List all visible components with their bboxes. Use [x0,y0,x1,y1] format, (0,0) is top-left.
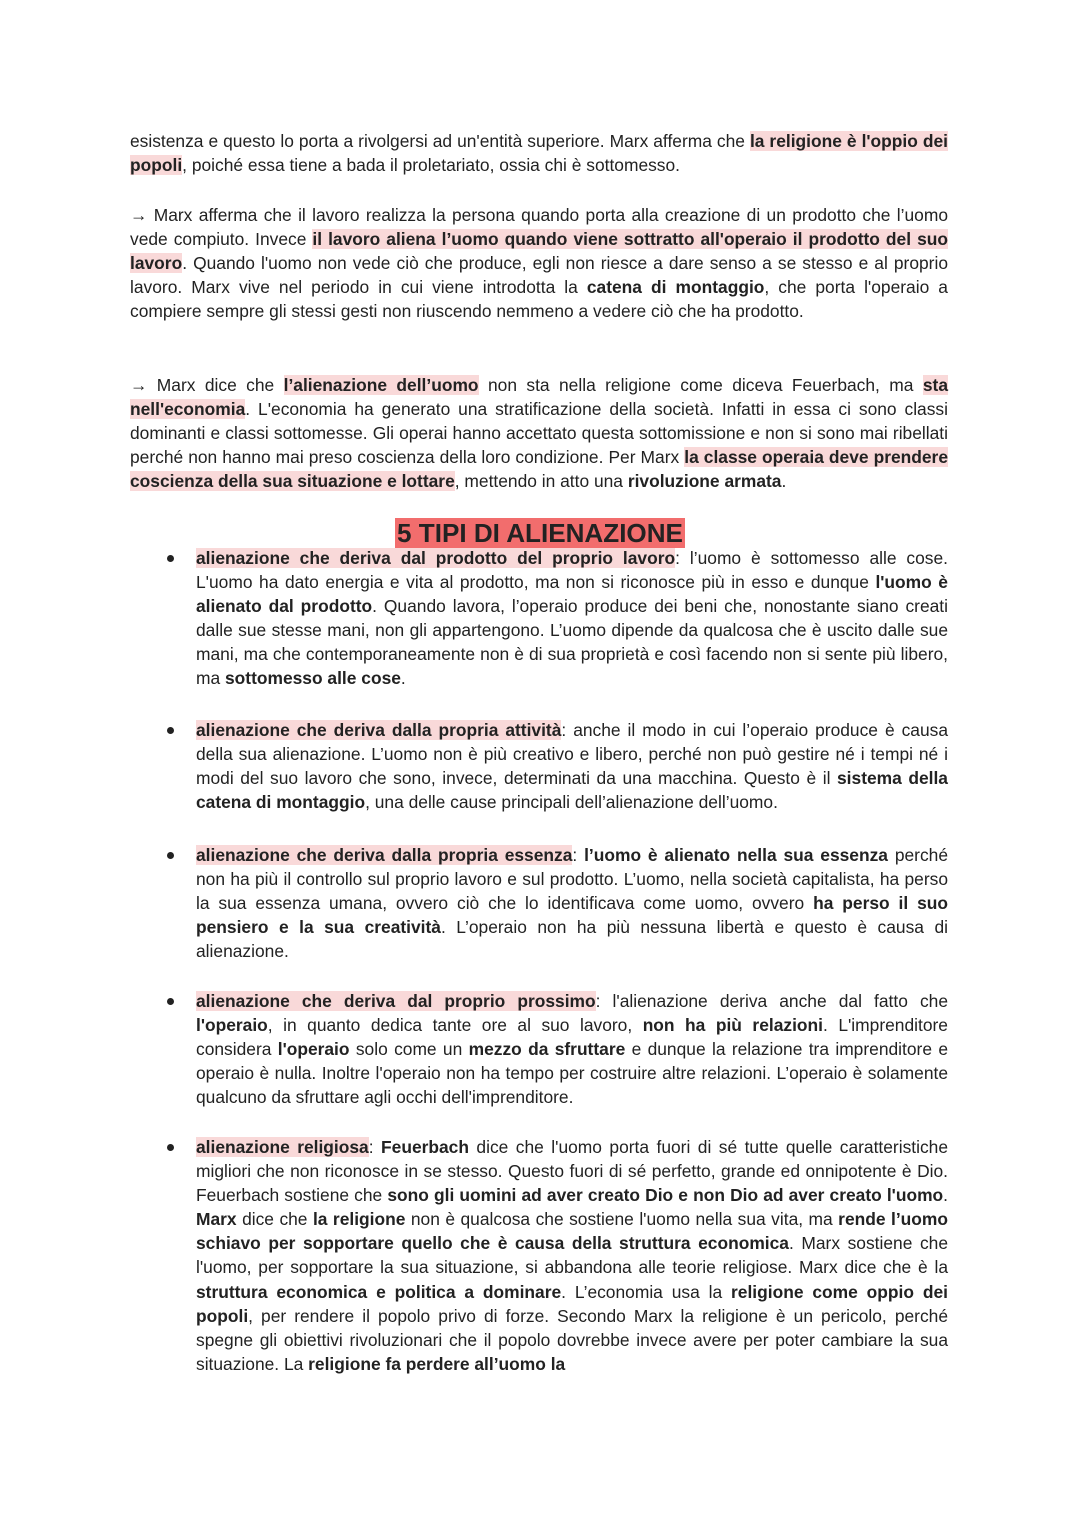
highlighted-text: la classe operaia deve prendere coscienza della sua situazione e lottare [130,447,948,492]
bold-text: sottomesso alle cose [225,668,401,689]
list-item-essenza [196,843,948,963]
bold-text: la religione [312,1209,406,1230]
text-run: : [572,845,585,865]
text-run: . [781,471,787,492]
alienation-types-list [196,1135,948,1376]
bold-text: catena di montaggio [586,277,765,298]
highlighted-text: sta nell'economia [130,375,948,420]
section-title-text: 5 TIPI DI ALIENAZIONE [397,518,683,548]
bold-text: mezzo da sfruttare [468,1039,626,1060]
text-run: , per rendere il popolo privo di forze. Secondo Marx la religione è un pericolo, perché spegne gli obiettivi rivoluzionari che il popolo dovrebbe invece avere per poter cambiare la sua situazione. La [196,1305,948,1374]
text-run: dice che l'uomo porta fuori di sé tutte quelle caratteristiche migliori che non riconosce in se stesso. Questo fuori di sé perfetto, grande ed onnipotente è Dio. Feuerbach sostiene che [196,1137,949,1206]
intro-paragraph [130,129,948,177]
bold-text: l'operaio [277,1039,350,1060]
text-run: . [943,1185,948,1206]
text-run: solo come un [349,1039,469,1060]
alienation-types-list [196,546,948,691]
bold-text: ha perso il suo pensiero e la sua creatività [196,893,948,938]
bold-text: l’uomo è alienato nella sua essenza [584,845,888,865]
list-item-attivita [196,718,948,814]
alienation-types-list [196,989,948,1109]
alienation-types-list [196,718,948,814]
highlighted-text: alienazione che deriva dalla propria attività [196,720,562,740]
list-item-religiosa [196,1135,948,1376]
bold-text: Marx [196,1209,237,1230]
text-run: : l'alienazione deriva anche dal fatto che [595,991,948,1011]
text-run: , poiché essa tiene a bada il proletariato, ossia chi è sottomesso. [182,155,681,176]
list-item-prodotto [196,546,948,691]
bold-text: rende l’uomo schiavo per sopportare quello che è causa della struttura economica [196,1209,948,1254]
text-run: . L'economia ha generato una stratificazione della società. Infatti in essa ci sono classi dominanti e classi sottomesse. Gli operai hanno accettato questa sottomissione e non si sono mai ribellati perché non hanno mai preso coscienza della loro condizione. Per Marx [130,399,948,468]
text-run: → Marx afferma che il lavoro realizza la persona quando porta alla creazione di un prodotto che l’uomo vede compiuto. Invece [130,205,948,250]
bold-text: sistema della catena di montaggio [196,768,948,813]
text-run: , mettendo in atto una [454,471,628,492]
bold-text: struttura economica e politica a dominare [196,1281,562,1302]
bold-text: l'uomo è alienato dal prodotto [196,572,948,617]
highlighted-text: alienazione che deriva dal prodotto del proprio lavoro [196,548,676,568]
highlighted-text: il lavoro aliena l’uomo quando viene sottratto all'operaio il prodotto del suo lavoro [130,229,948,274]
text-run: dice che [236,1209,313,1230]
highlighted-text: alienazione che deriva dalla propria essenza [196,845,573,865]
text-run: : [368,1137,382,1157]
text-run: non sta nella religione come diceva Feuerbach, ma [478,375,923,395]
alienation-types-list [196,843,948,963]
paragraph-economia [130,373,948,493]
section-title [0,518,1080,548]
text-run: : l’uomo è sottomesso alle cose. L'uomo ha dato energia e vita al prodotto, ma non si riconosce più in esso e dunque [196,548,948,593]
text-run: . L'imprenditore considera [196,1015,948,1060]
bold-text: religione come oppio dei popoli [196,1281,948,1326]
text-run: , in quanto dedica tante ore al suo lavoro, [267,1015,643,1036]
text-run: . Quando l'uomo non vede ciò che produce, egli non riesce a dare senso a se stesso e al proprio lavoro. Marx vive nel periodo in cui viene introdotta la [130,253,948,298]
text-run: perché non ha più il controllo sul proprio lavoro e sul prodotto. L’uomo, nella società capitalista, ha perso la sua essenza umana, ovvero ciò che lo identificava come uomo, ovvero [196,845,948,914]
bold-text: Feuerbach [381,1137,469,1157]
bold-text: l'operaio [196,1015,268,1036]
bold-text: religione fa perdere all’uomo la [308,1353,566,1374]
highlighted-text: alienazione religiosa [196,1137,369,1157]
text-run: non è qualcosa che sostiene l'uomo nella sua vita, ma [405,1209,839,1230]
highlighted-text: la religione è l'oppio dei popoli [130,131,948,176]
text-run: , una delle cause principali dell’alienazione dell’uomo. [365,792,778,813]
paragraph-lavoro [130,203,948,323]
text-run: esistenza e questo lo porta a rivolgersi ad un'entità superiore. Marx afferma che [130,131,750,151]
text-run: . [400,668,406,689]
text-run: . L’operaio non ha più nessuna libertà e questo è causa di alienazione. [196,917,948,962]
text-run: : anche il modo in cui l’operaio produce è causa della sua alienazione. L’uomo non è più creativo e libero, perché non può gestire né i tempi né i modi del suo lavoro che sono, invece, determinati da una macchina. Questo è il [196,720,948,789]
text-run: . Quando lavora, l’operaio produce dei beni che, nonostante siano creati dalle sue stesse mani, non gli appartengono. L’uomo dipende da qualcosa che è uscito dalle sue mani, ma che contemporaneamente non è di sua proprietà e così facendo non si sente più libero, ma [196,596,948,689]
highlighted-text: l’alienazione dell’uomo [283,375,479,395]
bold-text: non ha più relazioni [642,1015,823,1036]
text-run: e dunque la relazione tra imprenditore e operaio è nulla. Inoltre l'operaio non ha tempo per costruire altre relazioni. L’operaio è solamente qualcuno da sfruttare agli occhi dell'imprenditore. [196,1039,948,1108]
list-item-prossimo [196,989,948,1109]
highlighted-text: alienazione che deriva dal proprio prossimo [196,991,596,1011]
bold-text: rivoluzione armata [627,471,782,492]
text-run: . L’economia usa la [561,1281,732,1302]
text-run: . Marx sostiene che l'uomo, per sopportare la sua situazione, si abbandona alle teorie religiose. Marx dice che è la [196,1233,948,1278]
text-run: , che porta l'operaio a compiere sempre gli stessi gesti non riuscendo nemmeno a vedere ciò che ha prodotto. [130,277,948,322]
bold-text: sono gli uomini ad aver creato Dio e non Dio ad aver creato l'uomo [387,1185,944,1206]
text-run: → Marx dice che [130,375,284,395]
